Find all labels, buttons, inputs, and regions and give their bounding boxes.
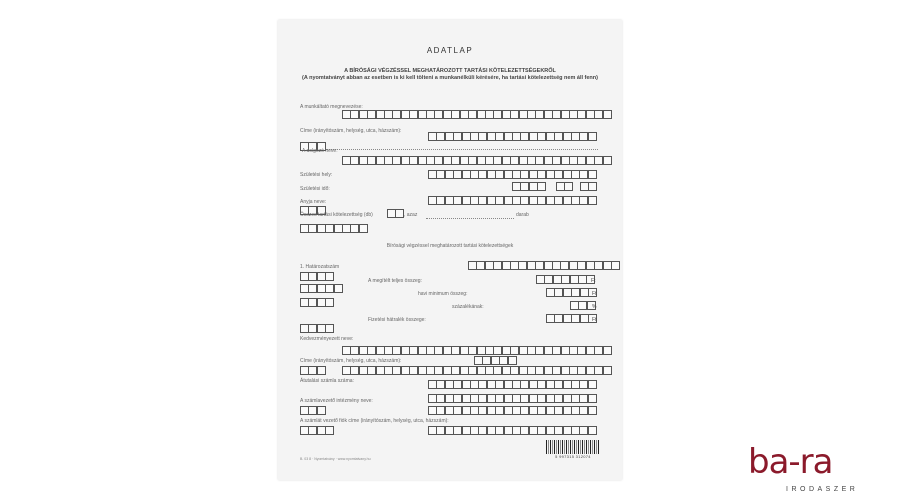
input-box-cell[interactable] xyxy=(603,346,612,355)
darab-label: darab xyxy=(516,212,529,218)
account-institution-label: A számlavezető intézmény neve: xyxy=(300,398,373,404)
brand-logo xyxy=(748,442,898,498)
input-box-cell[interactable] xyxy=(325,272,334,281)
percentage-label: százalékának: xyxy=(452,304,484,310)
arrears-boxes-2[interactable] xyxy=(300,324,334,332)
input-box-cell[interactable] xyxy=(325,324,334,333)
input-box-cell[interactable] xyxy=(325,426,334,435)
birth-year-boxes[interactable] xyxy=(512,182,546,190)
footer-text: B. 03 8 · Nyomtatvány · www.nyomtatvany.hu xyxy=(300,457,371,461)
input-box-cell[interactable] xyxy=(317,406,326,415)
branch-address-label: A számlát vezető fiók címe (irányítószám, helység, utca, házszám): xyxy=(300,418,449,424)
section-title: Bírósági végzéssel meghatározott tartási kötelezettségek xyxy=(386,243,514,249)
input-box-cell[interactable] xyxy=(508,356,517,365)
beneficiary-name-boxes[interactable] xyxy=(342,346,611,354)
barcode-icon xyxy=(546,440,600,454)
transfer-account-label: Átutalási számla száma: xyxy=(300,378,354,384)
total-obligations-boxes[interactable] xyxy=(387,209,404,217)
input-box-cell[interactable] xyxy=(334,284,343,293)
input-box-cell[interactable] xyxy=(611,261,620,270)
input-box-cell[interactable] xyxy=(359,224,368,233)
total-amount-boxes-2[interactable] xyxy=(300,284,342,292)
document-title: ADATLAP xyxy=(426,46,474,55)
total-amount-unit: Ft xyxy=(591,278,596,284)
input-box-cell[interactable] xyxy=(588,380,597,389)
monthly-minimum-unit: Ft xyxy=(592,291,597,297)
birth-place-label: Születési hely: xyxy=(300,172,333,178)
form-page xyxy=(278,20,622,480)
azaz-label: , azaz xyxy=(404,212,418,218)
employer-address-line xyxy=(326,149,598,150)
total-amount-boxes[interactable] xyxy=(536,275,595,283)
arrears-label: Fizetési hátralék összege: xyxy=(368,317,426,323)
birth-place-boxes[interactable] xyxy=(428,170,596,178)
arrears-boxes[interactable] xyxy=(546,314,596,322)
percentage-unit: % xyxy=(592,304,597,310)
azaz-line[interactable] xyxy=(426,218,514,219)
resolution-number-boxes-2[interactable] xyxy=(300,272,334,280)
mother-name-label: Anyja neve: xyxy=(300,199,327,205)
birth-date-label: Születési idő: xyxy=(300,186,330,192)
input-box-cell[interactable] xyxy=(603,156,612,165)
input-box-cell[interactable] xyxy=(603,366,612,375)
input-box-cell[interactable] xyxy=(588,182,597,191)
total-obligations-label: Összes tartási kötelezettség (db) xyxy=(300,212,373,218)
branch-address-boxes[interactable] xyxy=(428,426,596,434)
employer-name-boxes[interactable] xyxy=(342,110,611,118)
barcode-number: 5 997315 312074 xyxy=(555,454,591,459)
branch-zip-boxes[interactable] xyxy=(300,426,334,434)
input-box-cell[interactable] xyxy=(317,366,326,375)
input-box-cell[interactable] xyxy=(588,170,597,179)
beneficiary-address-boxes-1[interactable] xyxy=(300,366,325,374)
subtitle-note: (A nyomtatványt abban az esetben is ki kell tölteni a munkanélküli kérésére, ha tartási kötelezettség nem áll fenn) xyxy=(302,75,598,81)
employer-address-label: Címe (irányítószám, helység, utca, házszám): xyxy=(300,128,402,134)
monthly-minimum-label: havi minimum összeg: xyxy=(418,291,468,297)
input-box-cell[interactable] xyxy=(588,426,597,435)
monthly-minimum-boxes[interactable] xyxy=(546,288,596,296)
input-box-cell[interactable] xyxy=(537,182,546,191)
account-institution-boxes-2[interactable] xyxy=(300,406,325,414)
input-box-cell[interactable] xyxy=(588,394,597,403)
total-obligations-boxes-2[interactable] xyxy=(300,224,367,232)
employee-name-label: A dolgozó neve: xyxy=(302,148,338,154)
resolution-number-label: 1. Határozatszám xyxy=(300,264,340,270)
beneficiary-address-label: Címe (irányítószám, helység, utca, házszám): xyxy=(300,358,402,364)
brand-logo-text: ba-ra xyxy=(748,442,833,482)
account-institution-boxes[interactable] xyxy=(428,394,596,402)
mother-name-boxes-1[interactable] xyxy=(428,196,596,204)
input-box-cell[interactable] xyxy=(588,132,597,141)
input-box-cell[interactable] xyxy=(603,110,612,119)
birth-day-boxes[interactable] xyxy=(580,182,597,190)
beneficiary-zip-boxes[interactable] xyxy=(474,356,516,364)
input-box-cell[interactable] xyxy=(564,182,573,191)
account-institution-boxes-3[interactable] xyxy=(428,406,596,414)
employer-name-label: A munkáltató megnevezése: xyxy=(300,104,363,110)
beneficiary-address-boxes-2[interactable] xyxy=(342,366,611,374)
brand-logo-subtext: IRODASZER xyxy=(786,486,859,493)
total-amount-label: A megítélt teljes összeg: xyxy=(368,278,422,284)
monthly-minimum-boxes-2[interactable] xyxy=(300,298,334,306)
resolution-number-boxes[interactable] xyxy=(468,261,619,269)
subtitle-main: A BÍRÓSÁGI VÉGZÉSSEL MEGHATÁROZOTT TARTÁSI KÖTELEZETTSÉGEKRŐL xyxy=(344,68,556,74)
employer-address-boxes-1[interactable] xyxy=(428,132,596,140)
birth-month-boxes[interactable] xyxy=(556,182,573,190)
beneficiary-name-label: Kedvezményezett neve: xyxy=(300,336,354,342)
input-box-cell[interactable] xyxy=(325,298,334,307)
employee-name-boxes[interactable] xyxy=(342,156,611,164)
document-subtitle xyxy=(298,68,602,82)
input-box-cell[interactable] xyxy=(588,196,597,205)
input-box-cell[interactable] xyxy=(588,406,597,415)
transfer-account-boxes[interactable] xyxy=(428,380,596,388)
arrears-unit: Ft xyxy=(592,317,597,323)
